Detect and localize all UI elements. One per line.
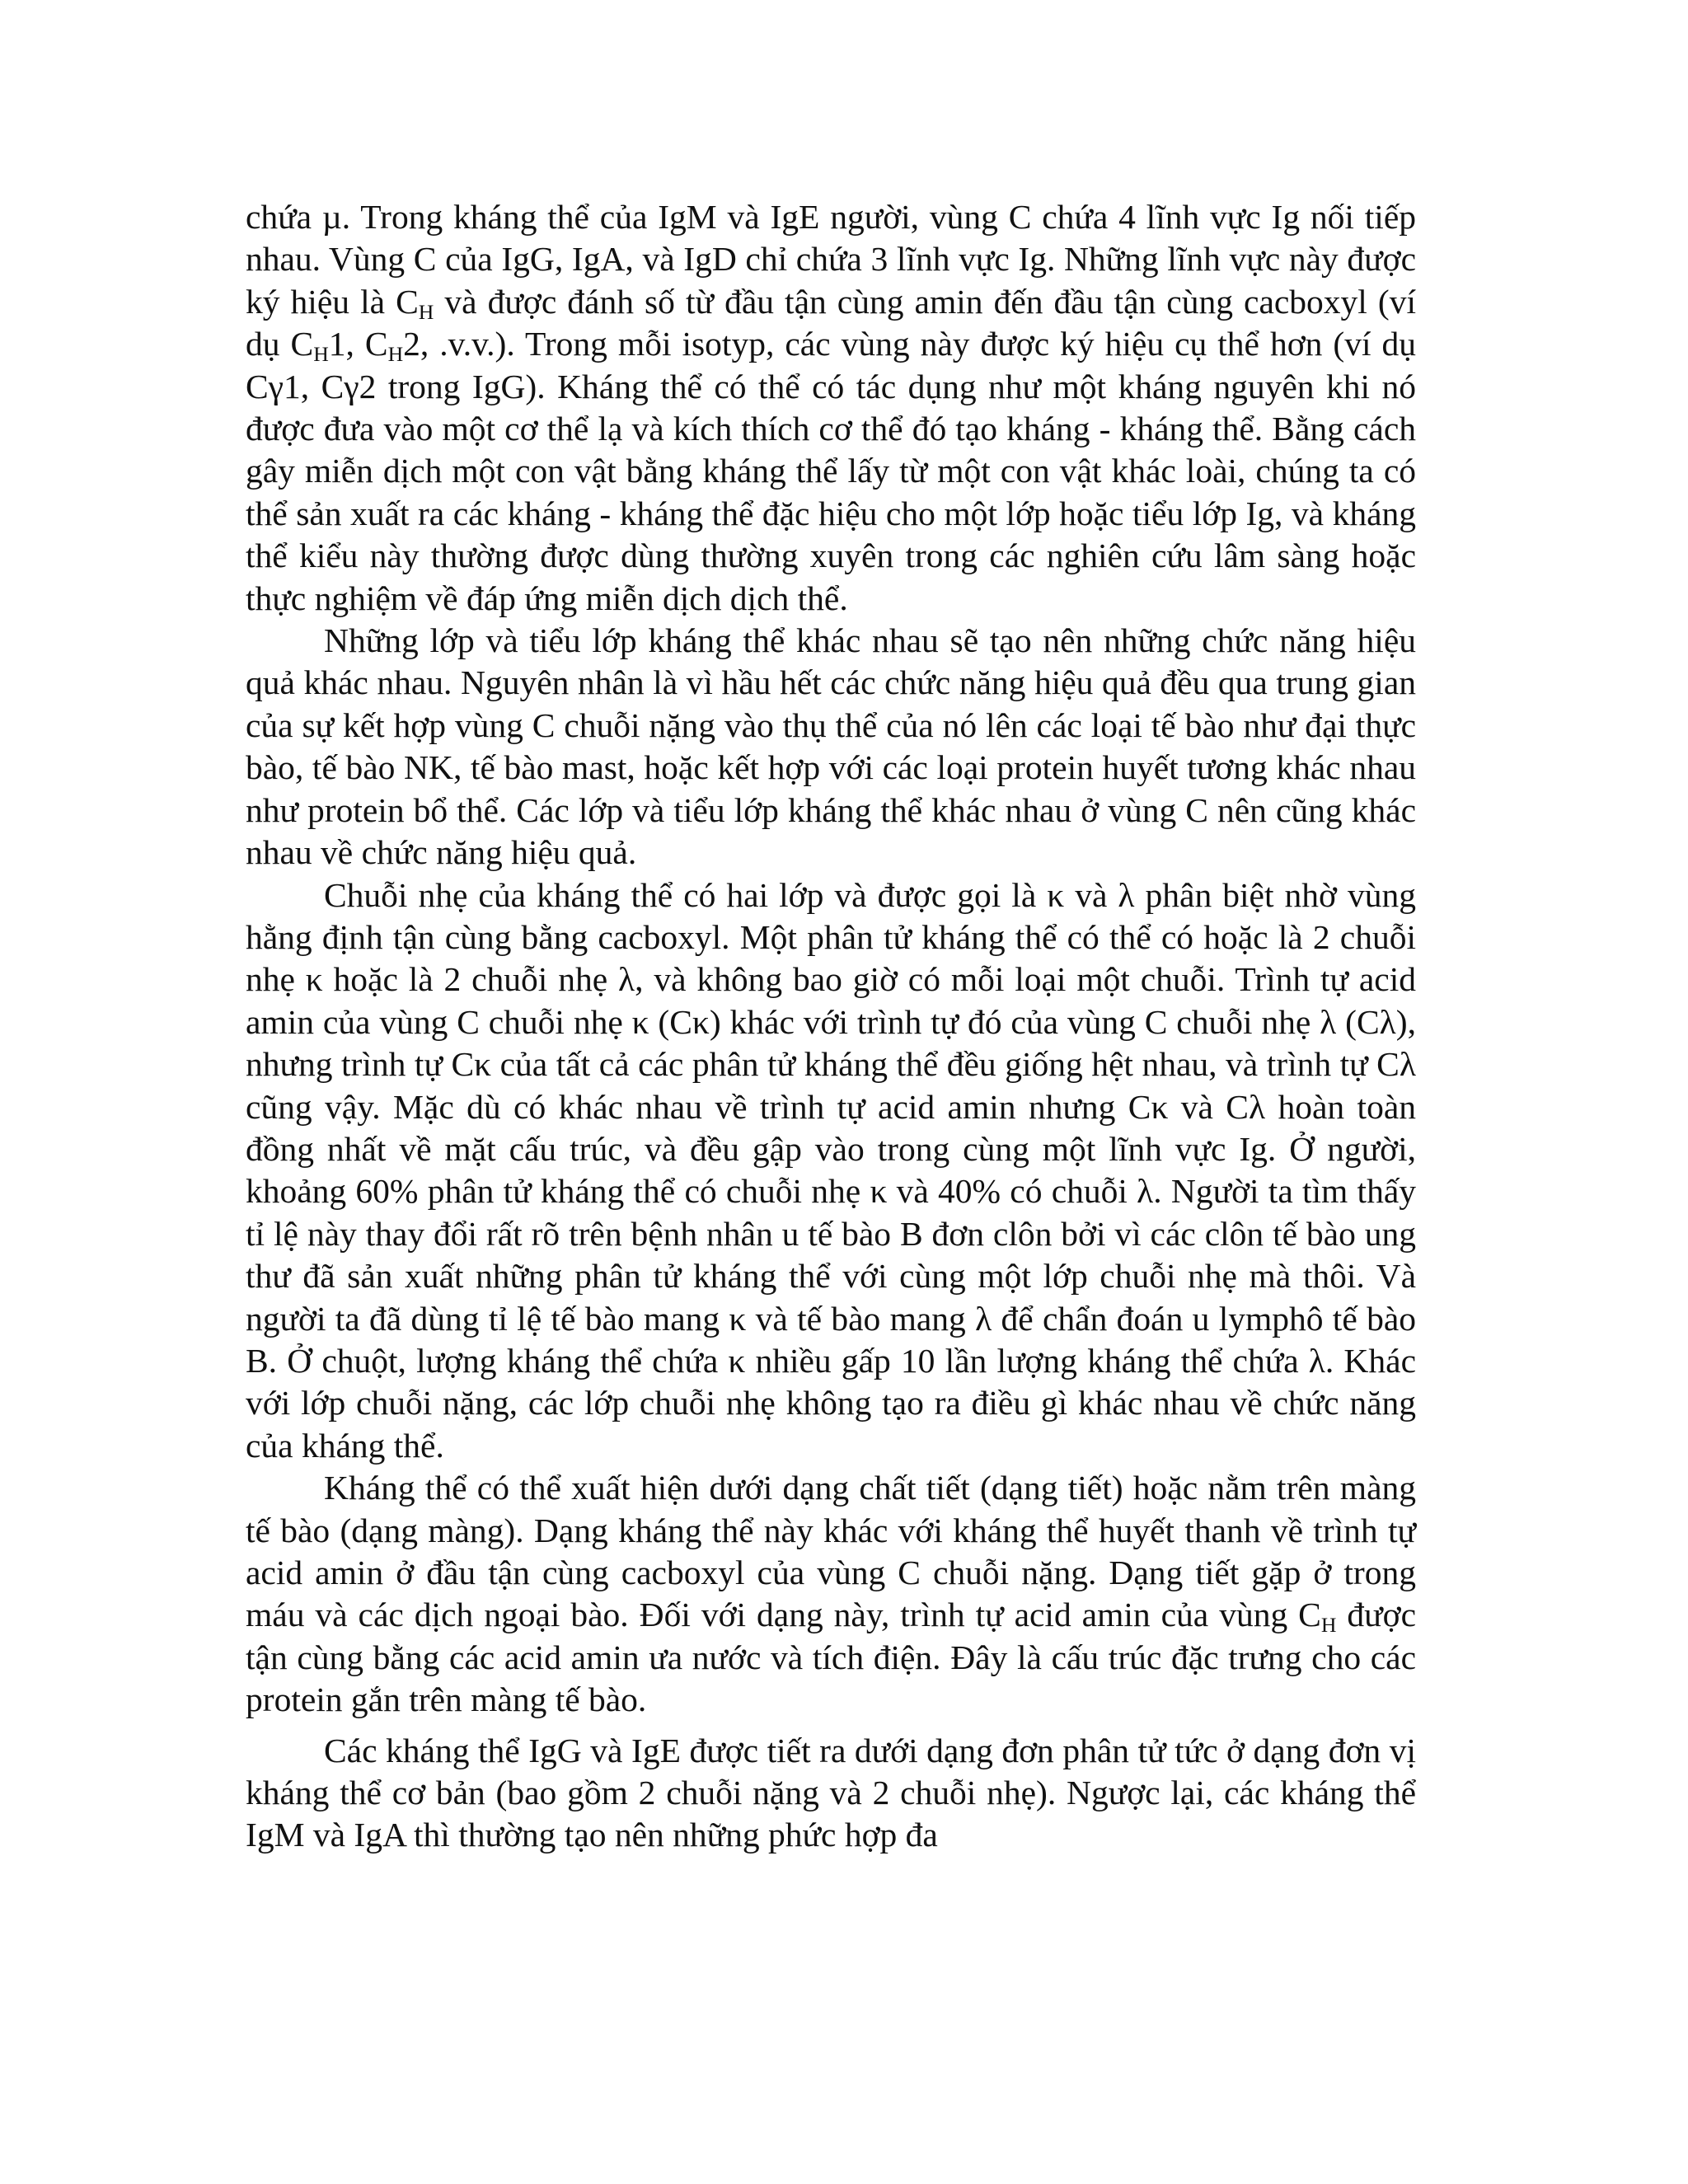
text-run: chứa µ. Trong kháng thể của IgM và IgE người, vùng C chứa 4 lĩnh vực Ig nối tiếp nhau. Vùng C của IgG, IgA, và IgD chỉ chứa 3 lĩnh vực Ig. Những lĩnh vực này được ký hiệu là C xyxy=(246,198,1416,321)
subscript-h: H xyxy=(313,342,329,367)
text-run: Kháng thể có thể xuất hiện dưới dạng chất tiết (dạng tiết) hoặc nằm trên màng tế bào (dạng màng). Dạng kháng thể này khác với kháng thể huyết thanh về trình tự acid amin ở đầu tận cùng cacboxyl của vùng C chuỗi nặng. Dạng tiết gặp ở trong máu và các dịch ngoại bào. Đối với dạng này, trình tự acid amin của vùng C xyxy=(246,1469,1416,1634)
subscript-h: H xyxy=(1320,1613,1337,1638)
text-run: Những lớp và tiểu lớp kháng thể khác nhau sẽ tạo nên những chức năng hiệu quả khác nhau. Nguyên nhân là vì hầu hết các chức năng hiệu quả đều qua trung gian của sự kết hợp vùng C chuỗi nặng vào thụ thể của nó lên các loại tế bào như đại thực bào, tế bào NK, tế bào mast, hoặc kết hợp với các loại protein huyết tương khác nhau như protein bổ thể. Các lớp và tiểu lớp kháng thể khác nhau ở vùng C nên cũng khác nhau về chức năng hiệu quả. xyxy=(246,621,1416,872)
paragraph-4 xyxy=(246,1467,1416,1721)
paragraph-2 xyxy=(246,620,1416,874)
text-run: và được đánh số từ đầu tận cùng amin đến đầu tận cùng cacboxyl (ví dụ C xyxy=(246,282,1416,363)
paragraph-3 xyxy=(246,874,1416,1468)
paragraph-5 xyxy=(246,1730,1416,1857)
paragraph-1 xyxy=(246,196,1416,620)
text-run: Các kháng thể IgG và IgE được tiết ra dưới dạng đơn phân tử tức ở dạng đơn vị kháng thể cơ bản (bao gồm 2 chuỗi nặng và 2 chuỗi nhẹ). Ngược lại, các kháng thể IgM và IgA thì thường tạo nên những phức hợp đa xyxy=(246,1731,1416,1854)
text-run: được tận cùng bằng các acid amin ưa nước và tích điện. Đây là cấu trúc đặc trưng cho các protein gắn trên màng tế bào. xyxy=(246,1596,1416,1719)
subscript-h: H xyxy=(418,300,434,325)
text-run: 1, C xyxy=(328,325,388,363)
text-run: Chuỗi nhẹ của kháng thể có hai lớp và được gọi là κ và λ phân biệt nhờ vùng hằng định tận cùng bằng cacboxyl. Một phân tử kháng thể có thể có hoặc là 2 chuỗi nhẹ κ hoặc là 2 chuỗi nhẹ λ, và không bao giờ có mỗi loại một chuỗi. Trình tự acid amin của vùng C chuỗi nhẹ κ (Cκ) khác với trình tự đó của vùng C chuỗi nhẹ λ (Cλ), nhưng trình tự Cκ của tất cả các phân tử kháng thể đều giống hệt nhau, và trình tự Cλ cũng vậy. Mặc dù có khác nhau về trình tự acid amin nhưng Cκ và Cλ hoàn toàn đồng nhất về mặt cấu trúc, và đều gập vào trong cùng một lĩnh vực Ig. Ở người, khoảng 60% phân tử kháng thể có chuỗi nhẹ κ và 40% có chuỗi λ. Người ta tìm thấy tỉ lệ này thay đổi rất rõ trên bệnh nhân u tế bào B đơn clôn bởi vì các clôn tế bào ung thư đã sản xuất những phân tử kháng thể với cùng một lớp chuỗi nhẹ mà thôi. Và người ta đã dùng tỉ lệ tế bào mang κ và tế bào mang λ để chẩn đoán u lymphô tế bào B. Ở chuột, lượng kháng thể chứa κ nhiều gấp 10 lần lượng kháng thể chứa λ. Khác với lớp chuỗi nặng, các lớp chuỗi nhẹ không tạo ra điều gì khác nhau về chức năng của kháng thể. xyxy=(246,875,1416,1465)
text-run: 2, .v.v.). Trong mỗi isotyp, các vùng này được ký hiệu cụ thể hơn (ví dụ Cγ1, Cγ2 trong IgG). Kháng thể có thể có tác dụng như một kháng nguyên khi nó được đưa vào một cơ thể lạ và kích thích cơ thể đó tạo kháng - kháng thể. Bằng cách gây miễn dịch một con vật bằng kháng thể lấy từ một con vật khác loài, chúng ta có thể sản xuất ra các kháng - kháng thể đặc hiệu cho một lớp hoặc tiểu lớp Ig, và kháng thể kiểu này thường được dùng thường xuyên trong các nghiên cứu lâm sàng hoặc thực nghiệm về đáp ứng miễn dịch dịch thể. xyxy=(246,325,1416,617)
document-page xyxy=(246,196,1416,1857)
subscript-h: H xyxy=(387,342,404,367)
